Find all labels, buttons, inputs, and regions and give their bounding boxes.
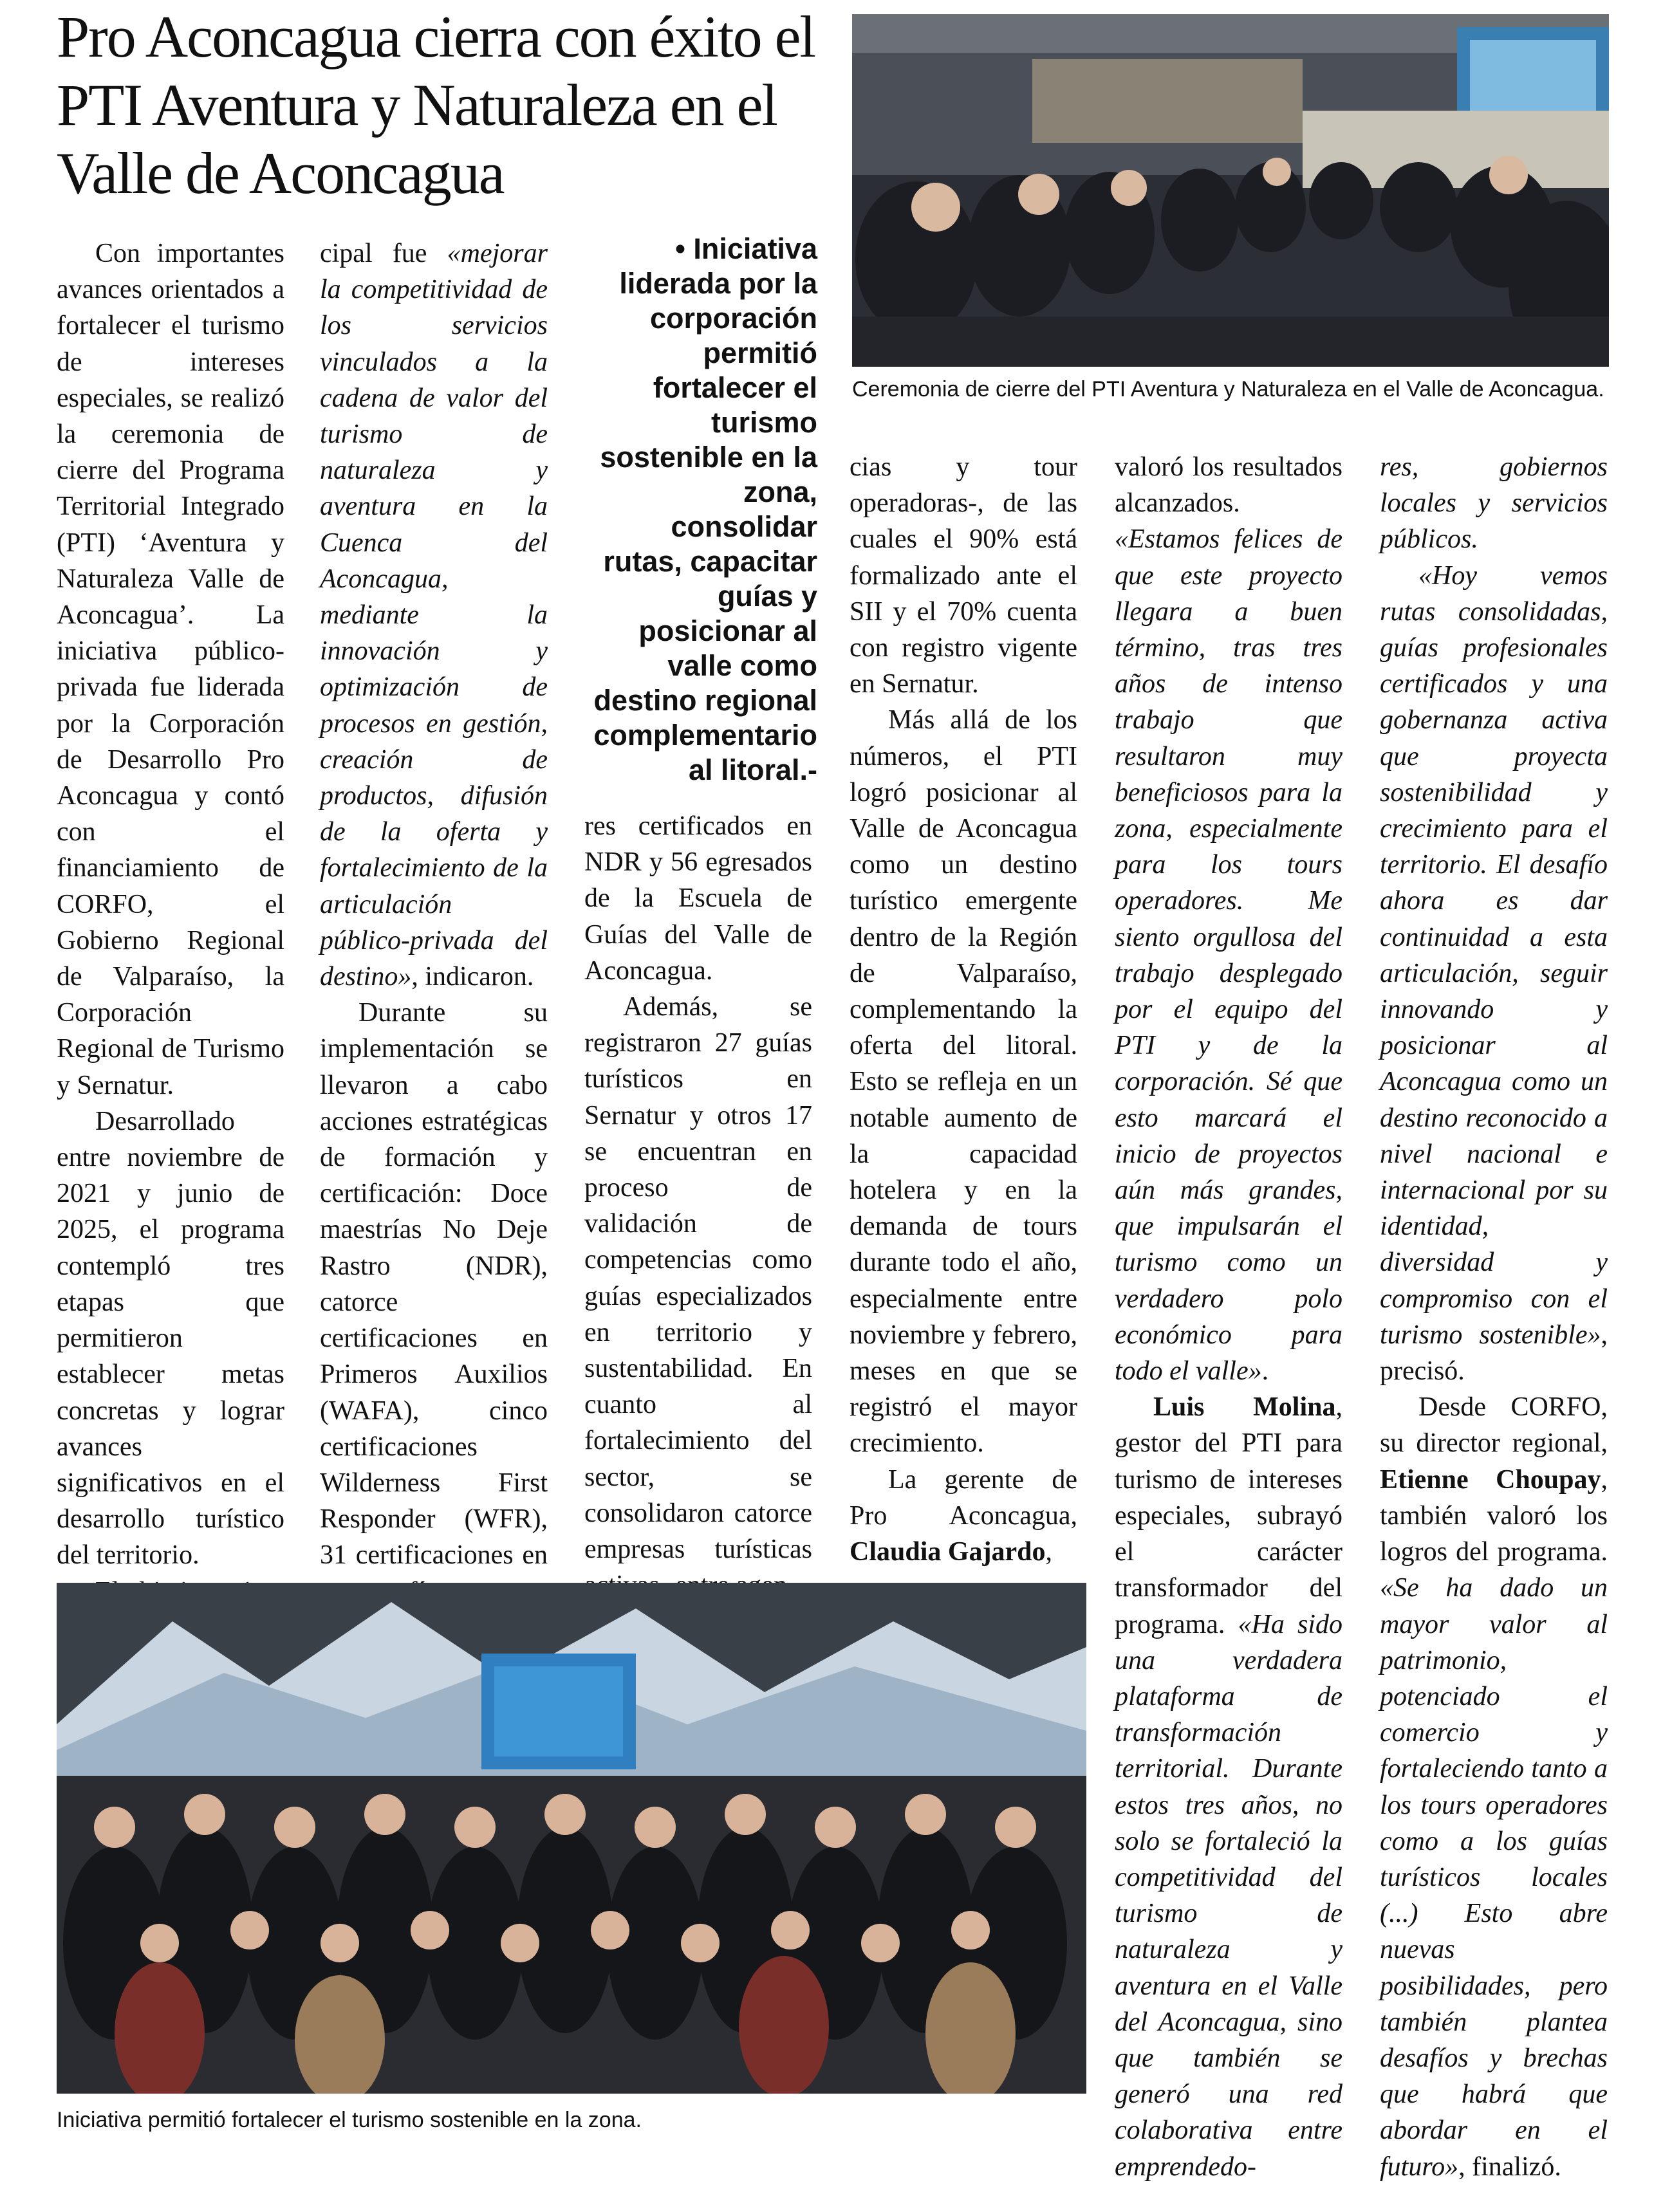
text-run: , gestor del PTI para turismo de intereses especiales, subrayó el carácter transformador del programa. — [1115, 1392, 1342, 1639]
quote: «Se ha dado un mayor valor al patrimonio, potenciado el comercio y fortaleciendo tanto a los tours operadores como a los guías turísticos locales (...) Esto abre nuevas posibilidades, pero también plantea desafíos y brechas que habrá que abordar en el futuro» — [1380, 1573, 1608, 2182]
article-column-6 — [1380, 449, 1608, 2185]
text-run: cipal fue — [320, 239, 447, 268]
headline: Pro Aconcagua cierra con éxito el PTI Aventura y Naturaleza en el Valle de Aconcagua — [57, 4, 815, 206]
pull-quote: • Iniciativa liderada por la corporación permitió fortalecer el turismo sostenible en la zona, consolidar rutas, capacitar guías y posicionar al valle como destino regional complementario al litoral.- — [593, 232, 817, 786]
paragraph — [1380, 1389, 1608, 2184]
article-column-2 — [320, 235, 548, 1682]
quote: «Ha sido una verdadera plataforma de transformación territorial. Durante estos tres años, no solo se fortaleció la competitividad del turismo de naturaleza y aventura en el Valle del Aconcagua, sino que también se generó una red colaborativa entre emprendedo- — [1115, 1609, 1342, 2182]
ceremony-photo-caption: Ceremonia de cierre del PTI Aventura y Naturaleza en el Valle de Aconcagua. — [852, 377, 1604, 401]
article-column-3 — [584, 808, 812, 1603]
quote: «Hoy vemos rutas consolidadas, guías profesionales certificados y una gobernanza activa que proyecta sostenibilidad y crecimiento para el territorio. El desafío ahora es dar continuidad a esta articulación, seguir innovando y posicionar al Aconcagua como un destino reconocido a nivel nacional e internacional por su identidad, diversidad y compromiso con el turismo sostenible» — [1380, 560, 1608, 1350]
text-run: , también valoró los logros del programa. — [1380, 1464, 1608, 1567]
text-run: valoró los resultados alcanzados. — [1115, 452, 1342, 519]
person-name: Etienne Choupay — [1380, 1464, 1601, 1495]
paragraph — [1115, 449, 1342, 1389]
text-run: , finalizó. — [1458, 2152, 1561, 2182]
paragraph: cias y tour operadoras-, de las cuales el 90% está formalizado ante el SII y el 70% cuenta con registro vigente en Sernatur. — [850, 452, 1077, 699]
text-run: , — [1045, 1537, 1053, 1567]
paragraph: Además, se registraron 27 guías turísticos en Sernatur y otros 17 se encuentran en proceso de validación de competencias como guías especializados en territorio y sustentabilidad. En cuanto al fortalecimiento del sector, se consolidaron catorce empresas turísticas — [584, 992, 812, 1565]
paragraph: Durante su implementación se llevaron a cabo acciones estratégicas de formación y certificación: Doce maestrías No Deje Rastro (NDR), catorce certificaciones en Primeros Auxilios (WAFA), cinco certificaciones Wilderness First Responder (WFR), 31 certificaciones en — [320, 998, 548, 1571]
article-column-1 — [57, 235, 284, 1610]
paragraph — [1380, 558, 1608, 1390]
paragraph — [320, 235, 548, 995]
article-column-4 — [850, 449, 1077, 1570]
paragraph: Desarrollado entre noviembre de 2021 y junio de 2025, el programa contempló tres etapas que permitieron establecer metas concretas y lograr avances significativos en el desarrollo turístico del territorio. — [57, 1106, 284, 1571]
person-name: Claudia Gajardo — [850, 1537, 1046, 1567]
quote: res, gobiernos locales y servicios públicos. — [1380, 452, 1608, 555]
paragraph — [1115, 1389, 1342, 2184]
group-photo — [57, 1583, 1086, 2094]
ceremony-photo — [852, 14, 1609, 367]
ceremony-photo-image — [852, 14, 1609, 367]
text-run: La gerente de Pro Aconcagua, — [850, 1464, 1077, 1531]
paragraph: Más allá de los números, el PTI logró posicionar al Valle de Aconcagua como un destino turístico emergente dentro de la Región de Valparaíso, complementando la oferta del litoral. Esto se refleja en un notable aumento de la capacidad hotelera y en la demanda de tours durante todo el año, especialmente entre noviembre y febrero, meses en que se registró el mayor crecimiento. — [850, 705, 1077, 1459]
quote: «mejorar la competitividad de los servicios vinculados a la cadena de valor del turismo de naturaleza y aventura en la Cuenca del Aconcagua, mediante la innovación y optimización de procesos en gestión, creación de productos, difusión de la oferta y fortalecimiento de la articulación público-privada del destino» — [320, 239, 548, 992]
text-run: Desde CORFO, su director regional, — [1380, 1392, 1608, 1459]
paragraph: res certificados en NDR y 56 egresados de la Escuela de Guías del Valle de Aconcagua. — [584, 811, 812, 986]
article-column-5 — [1115, 449, 1342, 2185]
group-photo-caption: Iniciativa permitió fortalecer el turismo sostenible en la zona. — [57, 2108, 642, 2132]
person-name: Luis Molina — [1153, 1392, 1336, 1423]
quote: «Estamos felices de que este proyecto llegara a buen término, tras tres años de intenso trabajo que resultaron muy beneficiosos para la zona, especialmente para los tours operadores. Me siento orgullosa del trabajo desplegado por el equipo del PTI y de la corporación. Sé que esto marcará el inicio de proyectos aún más grandes, que impulsarán el turismo como un verdadero polo económico para todo el valle» — [1115, 524, 1342, 1387]
text-run: . — [1261, 1356, 1269, 1387]
group-photo-image — [57, 1583, 1086, 2094]
text-run: , precisó. — [1380, 1320, 1608, 1387]
paragraph — [850, 1462, 1077, 1571]
text-run: , indicaron. — [411, 962, 534, 992]
paragraph — [1380, 449, 1608, 558]
paragraph: Con importantes avances orientados a fortalecer el turismo de intereses especiales, se realizó la ceremonia de cierre del Programa Territorial Integrado (PTI) ‘Aventura y Naturaleza Valle de Aconcagua’. La iniciativa público-privada fue liderada por la Corporación de Desarrollo Pro Aconcagua y contó con el financiamiento de CORFO, el Gobierno Regional de Valparaíso, la Corporación Regional de Turismo y Sernatur. — [57, 239, 284, 1100]
